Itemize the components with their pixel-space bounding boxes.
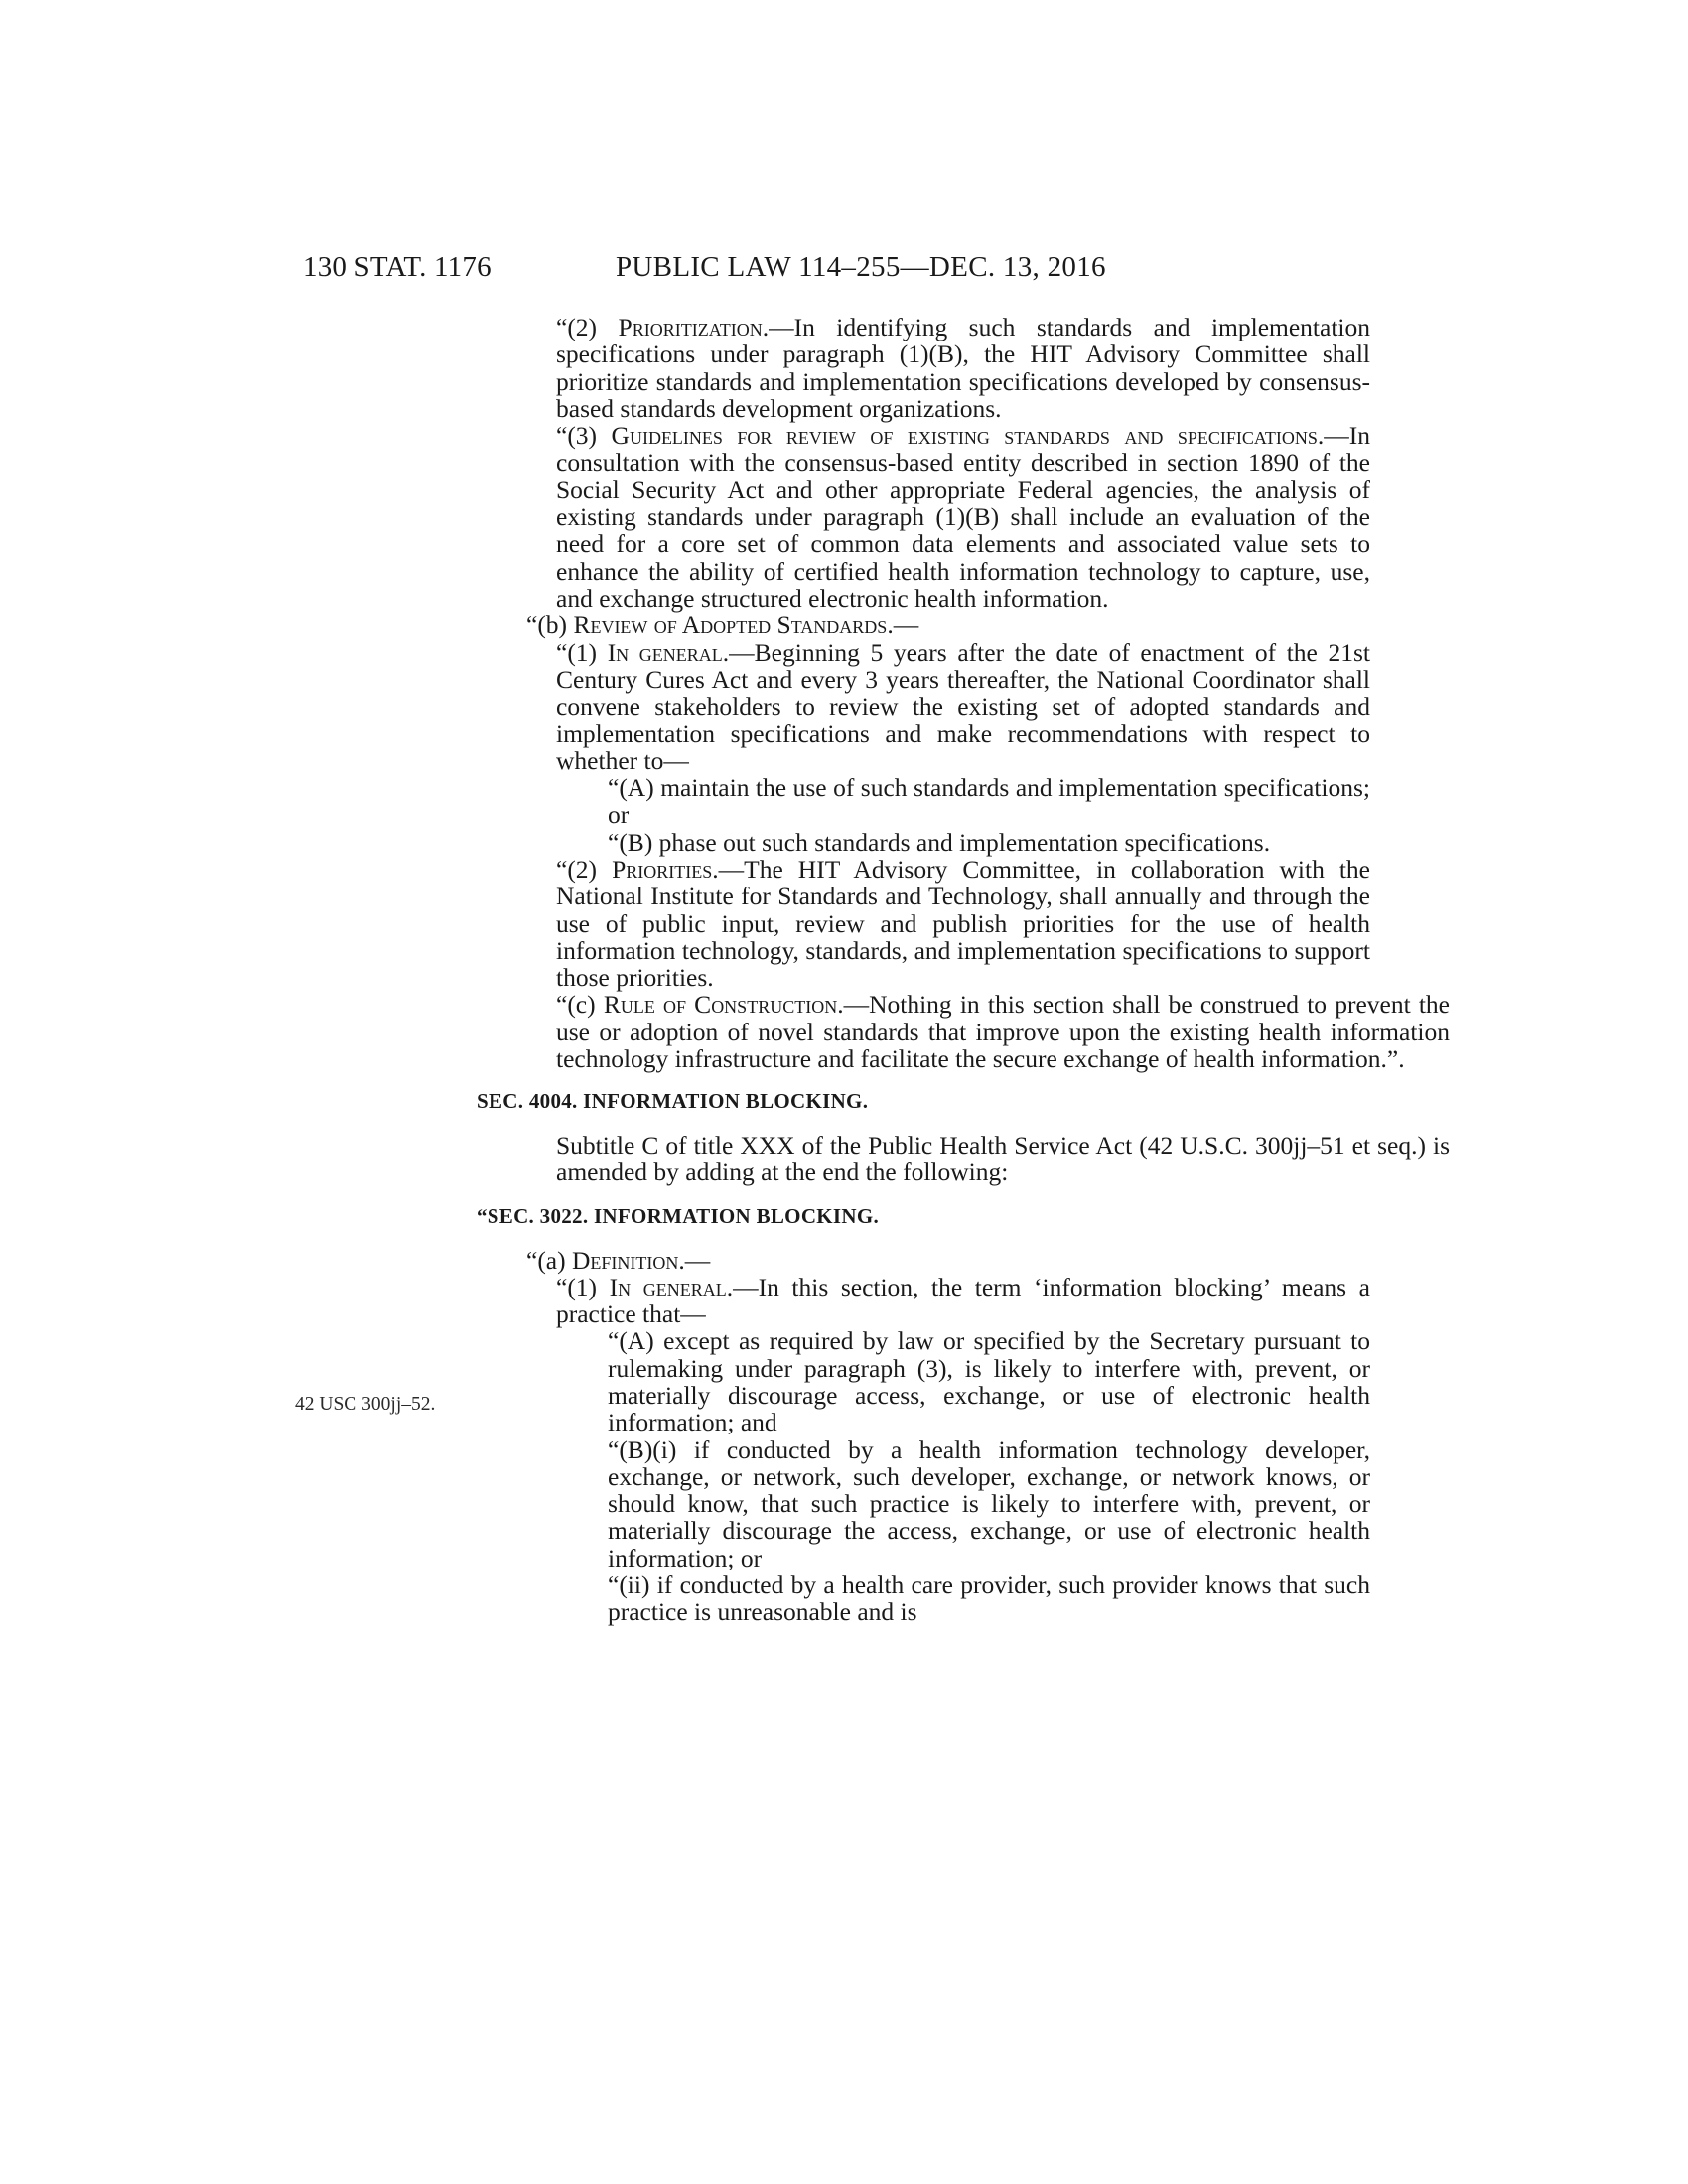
margin-citation: 42 USC 300jj–52. <box>295 1394 436 1415</box>
subparagraph-a1a: “(A) except as required by law or specified by the Secretary pursuant to rulemaking under paragraph (3), is likely to interfere with, prevent, or materially discourage access, exchange, or use of electronic health information; and <box>608 1326 1370 1437</box>
paragraph-b2-text: .—The HIT Advisory Committee, in collaboration with the National Institute for Standards and Technology, shall annually and through the use of public input, review and publish priorities for the use of health information technology, standards, and implementation specifications to support those priorities. <box>556 854 1370 993</box>
paragraph-b1-number: “(1) <box>556 637 608 667</box>
subsection-c-number: “(c) <box>556 990 604 1020</box>
running-header: PUBLIC LAW 114–255—DEC. 13, 2016 <box>616 251 1106 283</box>
paragraph-a3 <box>496 422 1370 612</box>
subsection-c <box>477 991 1450 1072</box>
paragraph-b2-number: “(2) <box>556 854 613 884</box>
subsection-c-heading: Rule of Construction <box>603 990 838 1020</box>
paragraph-a2-text: .—In identifying such standards and implementation specifications under paragraph (1)(B), the HIT Advisory Committee shall prioritize standards and implementation specifications developed by consensus-based standards development organizations. <box>556 313 1370 423</box>
subsection-a-dash: .— <box>678 1245 711 1275</box>
paragraph-a1-heading: In general <box>609 1272 727 1301</box>
paragraph-a3-heading: Guidelines for review of existing standards and specifications <box>611 421 1318 451</box>
subsection-a <box>496 1247 1370 1274</box>
subsection-a-number: “(a) <box>526 1245 572 1275</box>
paragraph-a2-number: “(2) <box>556 313 619 341</box>
section-4004-heading: SEC. 4004. INFORMATION BLOCKING. <box>477 1089 869 1114</box>
section-4004-text: Subtitle C of title XXX of the Public Health Service Act (42 U.S.C. 300jj–51 et seq.) is amended by adding at the end the following: <box>556 1130 1450 1186</box>
paragraph-a1-number: “(1) <box>556 1272 610 1301</box>
paragraph-a2 <box>496 314 1370 422</box>
subparagraph-a1b-ii: “(ii) if conducted by a health care provider, such provider knows that such practice is unreasonable and is <box>608 1570 1370 1627</box>
paragraph-b2 <box>496 856 1370 991</box>
section-3022-heading: “SEC. 3022. INFORMATION BLOCKING. <box>477 1204 880 1229</box>
paragraph-b1-heading: In general <box>607 637 723 667</box>
subsection-b <box>496 612 1370 638</box>
subparagraph-b1b: “(B) phase out such standards and implementation specifications. <box>608 827 1271 857</box>
subsection-c-text: .—Nothing in this section shall be construed to prevent the use or adoption of novel standards that improve upon the existing health information technology infrastructure and facilitate the secure exchange of health information.”. <box>556 990 1451 1074</box>
paragraph-a3-text: .—In consultation with the consensus-based entity described in section 1890 of the Social Security Act and other appropriate Federal agencies, the analysis of existing standards under paragraph (1)(B) shall include an evaluation of the need for a core set of common data elements and associated value sets to enhance the ability of certified health information technology to capture, use, and exchange structured electronic health information. <box>556 421 1370 613</box>
paragraph-b1 <box>496 639 1370 774</box>
paragraph-a1 <box>496 1274 1370 1328</box>
paragraph-a1-text: .—In this section, the term ‘information blocking’ means a practice that— <box>556 1272 1370 1329</box>
subparagraph-b1a: “(A) maintain the use of such standards and implementation specifications; or <box>608 773 1370 830</box>
subparagraph-a1b-i: “(B)(i) if conducted by a health information technology developer, exchange, or network, such developer, exchange, or network knows, or should know, that such practice is likely to interfere with, prevent, or materially discourage the access, exchange, or use of electronic health information; or <box>608 1434 1370 1572</box>
subsection-b-heading: Review of Adopted Standards <box>573 611 888 640</box>
paragraph-b2-heading: Priorities <box>612 854 713 884</box>
subsection-a-heading: Definition <box>572 1245 679 1275</box>
statute-page-number: 130 STAT. 1176 <box>303 251 492 283</box>
paragraph-a2-heading: Prioritization <box>618 313 763 341</box>
subsection-b-dash: .— <box>887 611 919 640</box>
paragraph-b1-text: .—Beginning 5 years after the date of enactment of the 21st Century Cures Act and every 3 years thereafter, the National Coordinator shall convene stakeholders to review the existing set of adopted standards and implementation specifications and make recommendations with respect to whether to— <box>556 637 1370 775</box>
paragraph-a3-number: “(3) <box>556 421 612 451</box>
subsection-b-number: “(b) <box>526 611 574 640</box>
body-text <box>477 313 1451 1627</box>
